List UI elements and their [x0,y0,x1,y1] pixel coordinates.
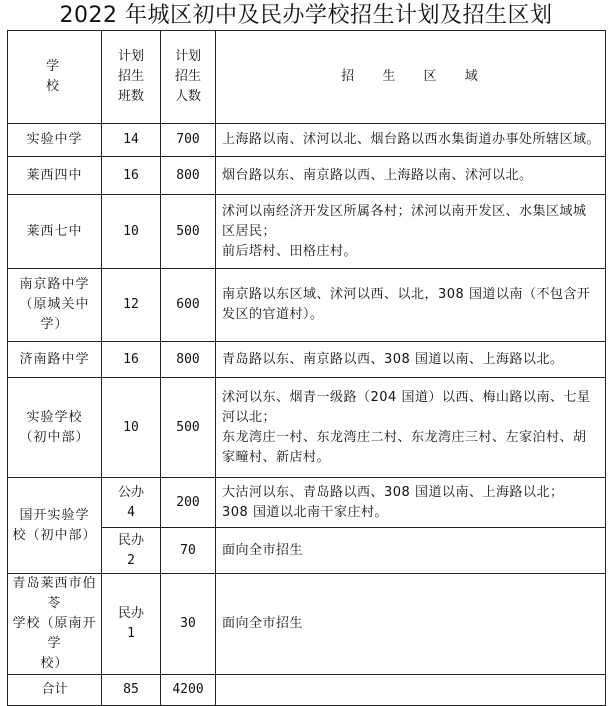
school-name: 实验中学 [8,124,102,157]
total-classes: 85 [102,675,161,706]
header-students: 计划 招生 人数 [161,31,216,124]
table-header-row [8,31,606,124]
class-count: 16 [102,342,161,378]
student-count: 600 [161,269,216,342]
enrollment-area: 南京路以东区域、沭河以西、以北，308 国道以南（不包含开 发区的官道村）。 [216,269,606,342]
school-type: 公办 4 [102,478,161,528]
student-count: 200 [161,478,216,528]
student-count: 500 [161,378,216,478]
header-area: 招 生 区 域 [216,31,606,124]
total-students: 4200 [161,675,216,706]
table-row [8,195,606,269]
student-count: 500 [161,195,216,269]
school-name: 实验学校 （初中部） [8,378,102,478]
school-type: 民办 1 [102,574,161,675]
student-count: 30 [161,574,216,675]
header-classes: 计划 招生 班数 [102,31,161,124]
school-name: 济南路中学 [8,342,102,378]
total-row [8,675,606,706]
school-name: 国开实验学 校（初中部） [8,478,102,574]
enrollment-area: 沭河以南经济开发区所属各村；沭河以南开发区、水集区域城 区居民； 前后塔村、田格庄村。 [216,195,606,269]
class-count: 16 [102,157,161,195]
table-row [8,478,606,528]
enrollment-area: 面向全市招生 [216,528,606,574]
enrollment-area: 大沽河以东、青岛路以西、308 国道以南、上海路以北； 308 国道以北南干家庄村。 [216,478,606,528]
class-count: 12 [102,269,161,342]
total-label: 合计 [8,675,102,706]
student-count: 800 [161,342,216,378]
enrollment-area: 沭河以东、烟青一级路（204 国道）以西、梅山路以南、七星 河以北； 东龙湾庄一村、东龙湾庄二村、东龙湾庄三村、左家泊村、胡 家疃村、新店村。 [216,378,606,478]
table-row [8,378,606,478]
table-row [8,124,606,157]
enrollment-area: 面向全市招生 [216,574,606,675]
enrollment-area: 青岛路以东、南京路以西、308 国道以南、上海路以北。 [216,342,606,378]
class-count: 10 [102,195,161,269]
student-count: 700 [161,124,216,157]
table-row [8,574,606,675]
class-count: 14 [102,124,161,157]
enrollment-area: 上海路以南、沭河以北、烟台路以西水集街道办事处所辖区域。 [216,124,606,157]
class-count: 10 [102,378,161,478]
enrollment-area: 烟台路以东、南京路以西、上海路以南、沭河以北。 [216,157,606,195]
student-count: 70 [161,528,216,574]
enrollment-table [7,30,606,706]
table-row [8,157,606,195]
school-name: 南京路中学 （原城关中 学） [8,269,102,342]
total-area [216,675,606,706]
school-type: 民办 2 [102,528,161,574]
page-title: 2022 年城区初中及民办学校招生计划及招生区划 [59,3,553,28]
school-name: 莱西七中 [8,195,102,269]
school-name: 莱西四中 [8,157,102,195]
table-row [8,269,606,342]
school-name: 青岛莱西市伯苓 学校（原南开学 校） [8,574,102,675]
student-count: 800 [161,157,216,195]
table-row [8,342,606,378]
header-school: 学 校 [8,31,102,124]
